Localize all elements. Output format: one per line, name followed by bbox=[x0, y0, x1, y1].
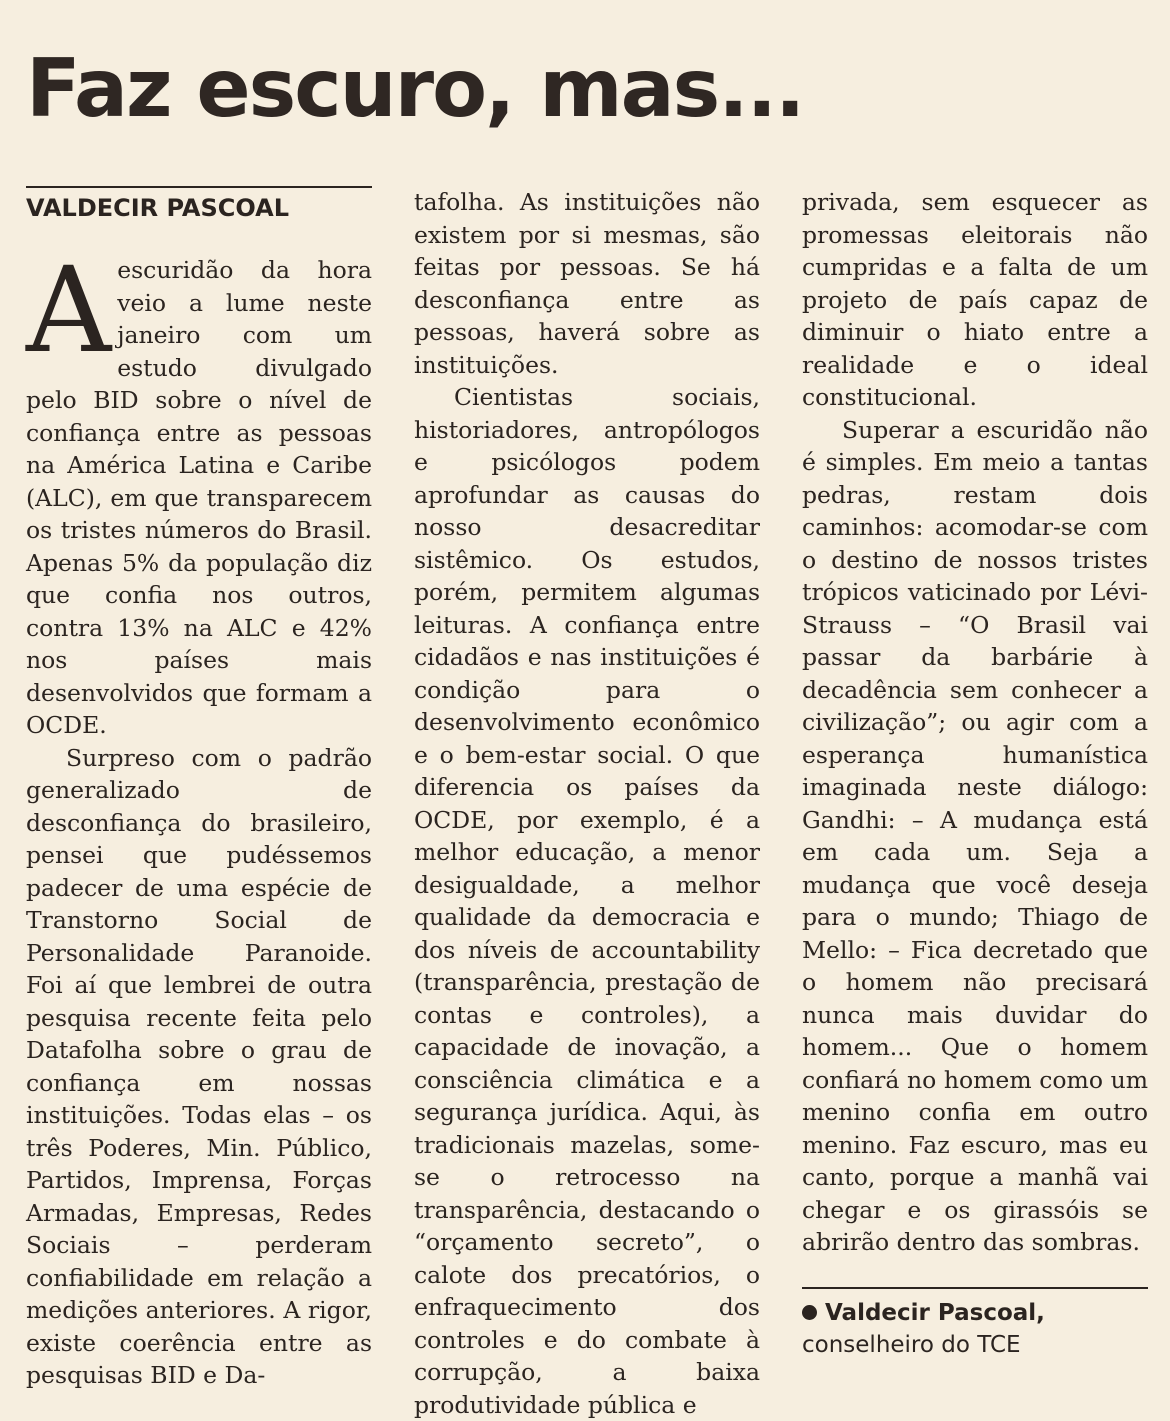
drop-cap: A bbox=[26, 241, 112, 379]
paragraph-2-part-1: Surpreso com o padrão generalizado de desconfiança do brasileiro, pensei que pudéssemos padecer de uma espécie de Transtorno Social de Personalidade Paranoide. Foi aí que lembrei de outra pesquisa recente feita pelo Datafolha sobre o grau de confiança em nossas instituições. Todas elas – os três Poderes, Min. Público, Partidos, Imprensa, Forças Armadas, Empresas, Redes Sociais – perderam confiabilidade em relação a medições anteriores. A rigor, existe coerência entre as pesquisas BID e Da- bbox=[26, 743, 372, 1389]
bullet-icon bbox=[802, 1305, 817, 1320]
paragraph-4: Superar a escuridão não é simples. Em meio a tantas pedras, restam dois caminhos: acomodar-se com o destino de nossos tristes trópicos vaticinado por Lévi-Strauss – “O Brasil vai passar da barbárie à decadência sem conhecer a civilização”; ou agir com a esperança humanística imaginada neste diálogo: Gandhi: – A mudança está em cada um. Seja a mudança que você deseja para o mundo; Thiago de Mello: – Fica decretado que o homem não precisará nunca mais duvidar do homem... Que o homem confiará no homem como um menino confia em outro menino. Faz escuro, mas eu canto, porque a manhã vai chegar e os girassóis se abrirão dentro das sombras. bbox=[802, 415, 1148, 1256]
paragraph-3: Cientistas sociais, historiadores, antropólogos e psicólogos podem aprofundar as causas do nosso desacreditar sistêmico. Os estudos, porém, permitem algumas leituras. A confiança entre cidadãos e nas instituições é condição para o desenvolvimento econômico e o bem-estar social. O que diferencia os países da OCDE, por exemplo, é a melhor educação, a menor desigualdade, a melhor qualidade da democracia e dos níveis de accountability (transparência, prestação de contas e controles), a capacidade de inovação, a consciência climática e a segurança jurídica. Aqui, às tradicionais mazelas, some-se o retrocesso na transparência, destacando o “orçamento secreto”, o calote dos precatórios, o enfraquecimento dos controles e do combate à corrupção, a baixa produtividade pública e bbox=[414, 383, 760, 1419]
paragraph-3-continued: privada, sem esquecer as promessas eleitorais não cumpridas e a falta de um projeto de país capaz de diminuir o hiato entre a realidade e o ideal constitucional. bbox=[802, 188, 1148, 411]
column-1 bbox=[26, 186, 372, 1392]
headline: Faz escuro, mas... bbox=[26, 42, 804, 135]
signature-name: Valdecir Pascoal, bbox=[825, 1299, 1045, 1326]
paragraph-1 bbox=[26, 241, 372, 742]
paragraph-2 bbox=[26, 742, 372, 1392]
column-3 bbox=[802, 186, 1148, 1361]
paragraph-1-text: escuridão da hora veio a lume neste janeiro com um estudo divulgado pelo BID sobre o nível de confiança entre as pessoas na América Latina e Caribe (ALC), em que transparecem os tristes números do Brasil. Apenas 5% da população diz que confia nos outros, contra 13% na ALC e 42% nos países mais desenvolvidos que formam a OCDE. bbox=[26, 256, 372, 739]
signature bbox=[802, 1287, 1148, 1361]
paragraph-2-continued: tafolha. As instituições não existem por si mesmas, são feitas por pessoas. Se há desconfiança entre as pessoas, haverá sobre as instituições. bbox=[414, 188, 760, 379]
signature-role: conselheiro do TCE bbox=[802, 1331, 1021, 1358]
byline: VALDECIR PASCOAL bbox=[26, 186, 372, 224]
column-2 bbox=[414, 186, 760, 1421]
